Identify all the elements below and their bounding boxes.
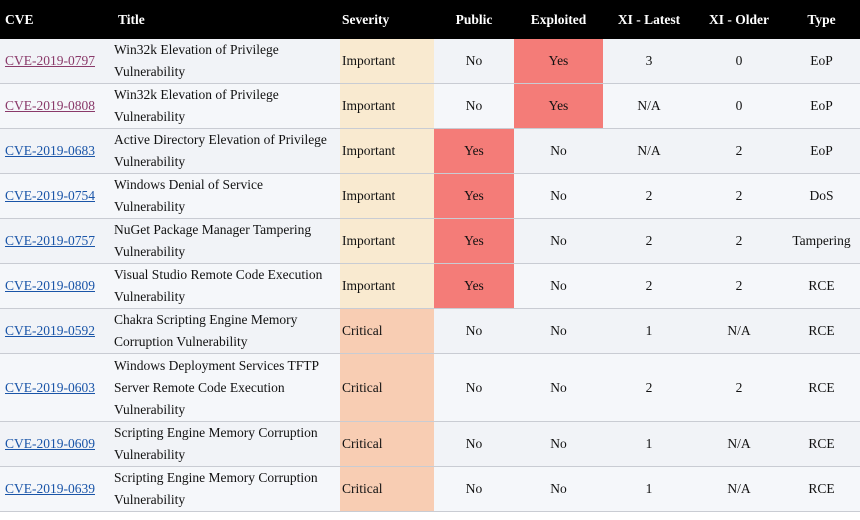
cve-link[interactable]: CVE-2019-0754 <box>5 188 95 203</box>
exploited-cell: No <box>514 174 603 219</box>
type-cell: RCE <box>783 264 860 309</box>
type-cell: RCE <box>783 467 860 512</box>
public-cell: No <box>434 309 514 354</box>
exploited-cell: No <box>514 264 603 309</box>
xi-older-cell: 2 <box>695 129 783 174</box>
table-row <box>0 39 860 84</box>
title-line-2: Vulnerability <box>114 64 186 79</box>
title-line-2: Vulnerability <box>114 154 186 169</box>
exploited-cell: No <box>514 309 603 354</box>
cve-link[interactable]: CVE-2019-0797 <box>5 53 95 68</box>
header-type[interactable]: Type <box>783 0 860 39</box>
table-row <box>0 129 860 174</box>
xi-older-cell: N/A <box>695 309 783 354</box>
type-cell: Tampering <box>783 219 860 264</box>
severity-cell: Critical <box>340 422 434 467</box>
public-cell: No <box>434 39 514 84</box>
title-cell <box>114 422 340 467</box>
title-line-1: Chakra Scripting Engine Memory <box>114 312 298 327</box>
header-exploited[interactable]: Exploited <box>514 0 603 39</box>
title-cell <box>114 354 340 422</box>
table-row <box>0 467 860 512</box>
title-cell <box>114 84 340 129</box>
title-line-1: Windows Deployment Services TFTP <box>114 357 320 373</box>
exploited-cell: No <box>514 467 603 512</box>
cve-cell <box>0 174 114 219</box>
xi-older-cell: N/A <box>695 422 783 467</box>
cve-cell <box>0 39 114 84</box>
severity-cell: Critical <box>340 467 434 512</box>
severity-cell: Important <box>340 129 434 174</box>
exploited-cell: No <box>514 422 603 467</box>
xi-latest-cell: 2 <box>603 219 695 264</box>
cve-link[interactable]: CVE-2019-0609 <box>5 436 95 451</box>
xi-older-cell: 2 <box>695 264 783 309</box>
title-line-2: Vulnerability <box>114 447 186 462</box>
xi-older-cell: 0 <box>695 39 783 84</box>
xi-latest-cell: N/A <box>603 129 695 174</box>
exploited-cell: No <box>514 354 603 422</box>
title-cell <box>114 309 340 354</box>
xi-latest-cell: 2 <box>603 354 695 422</box>
title-line-2: Vulnerability <box>114 492 186 507</box>
xi-latest-cell: 1 <box>603 309 695 354</box>
xi-older-cell: N/A <box>695 467 783 512</box>
title-cell <box>114 174 340 219</box>
title-line-1: Active Directory Elevation of Privilege <box>114 132 327 147</box>
title-line-1: Win32k Elevation of Privilege <box>114 42 279 57</box>
title-line-2: Vulnerability <box>114 199 186 214</box>
public-cell: No <box>434 354 514 422</box>
public-cell: No <box>434 422 514 467</box>
title-line-2: Vulnerability <box>114 289 186 304</box>
type-cell: RCE <box>783 309 860 354</box>
type-cell: RCE <box>783 354 860 422</box>
title-line-2: Corruption Vulnerability <box>114 334 248 349</box>
public-cell: No <box>434 467 514 512</box>
header-severity[interactable]: Severity <box>340 0 434 39</box>
table-row <box>0 264 860 309</box>
table-row <box>0 219 860 264</box>
exploited-cell: No <box>514 129 603 174</box>
cve-cell <box>0 354 114 422</box>
cve-link[interactable]: CVE-2019-0809 <box>5 278 95 293</box>
type-cell: EoP <box>783 129 860 174</box>
cve-link[interactable]: CVE-2019-0683 <box>5 143 95 158</box>
cve-cell <box>0 84 114 129</box>
cve-cell <box>0 309 114 354</box>
type-cell: EoP <box>783 84 860 129</box>
xi-latest-cell: 2 <box>603 174 695 219</box>
xi-older-cell: 2 <box>695 354 783 422</box>
title-line-1: Scripting Engine Memory Corruption <box>114 425 318 440</box>
title-cell <box>114 39 340 84</box>
title-cell <box>114 219 340 264</box>
title-line-2: Vulnerability <box>114 244 186 259</box>
cve-cell <box>0 467 114 512</box>
cve-link[interactable]: CVE-2019-0808 <box>5 98 95 113</box>
header-xi-latest[interactable]: XI - Latest <box>603 0 695 39</box>
cve-link[interactable]: CVE-2019-0592 <box>5 323 95 338</box>
exploited-cell: Yes <box>514 39 603 84</box>
exploited-cell: No <box>514 219 603 264</box>
title-line-2: Server Remote Code Execution <box>114 379 285 395</box>
public-cell: Yes <box>434 129 514 174</box>
xi-older-cell: 2 <box>695 174 783 219</box>
table-header-row <box>0 0 860 39</box>
table-row <box>0 309 860 354</box>
table-row <box>0 84 860 129</box>
xi-latest-cell: 1 <box>603 467 695 512</box>
severity-cell: Important <box>340 84 434 129</box>
severity-cell: Important <box>340 174 434 219</box>
table-body <box>0 39 860 512</box>
table-row <box>0 174 860 219</box>
public-cell: No <box>434 84 514 129</box>
exploited-cell: Yes <box>514 84 603 129</box>
severity-cell: Important <box>340 264 434 309</box>
title-line-1: Visual Studio Remote Code Execution <box>114 267 323 282</box>
severity-cell: Important <box>340 219 434 264</box>
table-row <box>0 354 860 422</box>
title-line-1: NuGet Package Manager Tampering <box>114 222 312 237</box>
header-title[interactable]: Title <box>114 0 340 39</box>
table-row <box>0 422 860 467</box>
cve-link[interactable]: CVE-2019-0603 <box>5 379 95 395</box>
header-public[interactable]: Public <box>434 0 514 39</box>
severity-cell: Important <box>340 39 434 84</box>
title-line-3: Vulnerability <box>114 401 186 417</box>
title-line-1: Windows Denial of Service <box>114 177 264 192</box>
title-line-1: Scripting Engine Memory Corruption <box>114 470 318 485</box>
title-line-2: Vulnerability <box>114 109 186 124</box>
title-cell <box>114 129 340 174</box>
cve-cell <box>0 422 114 467</box>
cve-link[interactable]: CVE-2019-0757 <box>5 233 95 248</box>
cve-cell <box>0 129 114 174</box>
title-cell <box>114 264 340 309</box>
title-line-1: Win32k Elevation of Privilege <box>114 87 279 102</box>
severity-cell: Critical <box>340 309 434 354</box>
xi-latest-cell: N/A <box>603 84 695 129</box>
xi-older-cell: 2 <box>695 219 783 264</box>
header-cve[interactable]: CVE <box>0 0 114 39</box>
public-cell: Yes <box>434 219 514 264</box>
type-cell: DoS <box>783 174 860 219</box>
type-cell: EoP <box>783 39 860 84</box>
type-cell: RCE <box>783 422 860 467</box>
xi-latest-cell: 1 <box>603 422 695 467</box>
xi-older-cell: 0 <box>695 84 783 129</box>
cve-cell <box>0 219 114 264</box>
header-xi-older[interactable]: XI - Older <box>695 0 783 39</box>
xi-latest-cell: 3 <box>603 39 695 84</box>
title-cell <box>114 467 340 512</box>
public-cell: Yes <box>434 264 514 309</box>
public-cell: Yes <box>434 174 514 219</box>
cve-link[interactable]: CVE-2019-0639 <box>5 481 95 496</box>
cve-cell <box>0 264 114 309</box>
severity-cell: Critical <box>340 354 434 422</box>
xi-latest-cell: 2 <box>603 264 695 309</box>
